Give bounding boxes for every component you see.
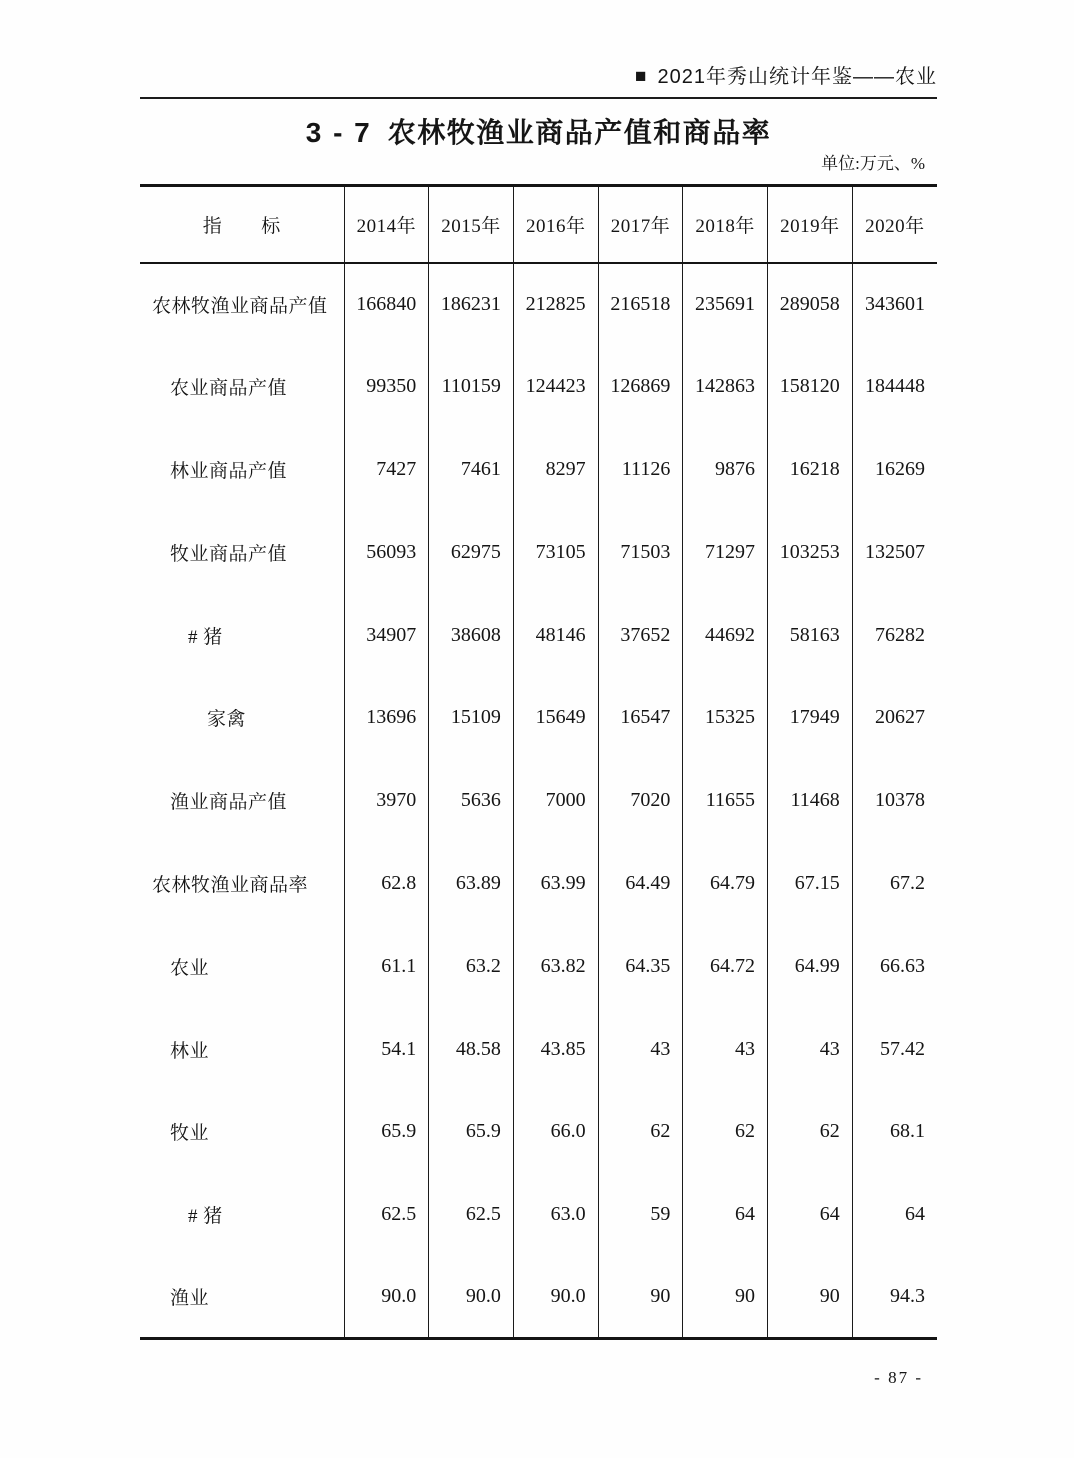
value-cell: 59 [598,1173,683,1256]
value-cell: 3970 [344,759,429,842]
value-cell: 15109 [429,676,514,759]
section-marker-icon: ■ [635,66,648,87]
value-cell: 11655 [683,759,768,842]
value-cell: 64 [852,1173,937,1256]
value-cell: 43 [598,1008,683,1091]
value-cell: 17949 [768,676,853,759]
value-cell: 62 [768,1090,853,1173]
indicator-cell: 农林牧渔业商品率 [152,874,309,896]
value-cell: 43 [768,1008,853,1091]
value-cell: 63.89 [429,842,514,925]
page-content [140,0,937,1388]
value-cell: 13696 [344,676,429,759]
value-cell: 64.49 [598,842,683,925]
page-number: - 87 - [874,1368,923,1388]
value-cell: 126869 [598,345,683,428]
value-cell: 62 [683,1090,768,1173]
value-cell: 16547 [598,676,683,759]
value-cell: 5636 [429,759,514,842]
value-cell: 90.0 [429,1256,514,1339]
value-cell: 65.9 [429,1090,514,1173]
value-cell: 110159 [429,345,514,428]
value-cell: 64.35 [598,925,683,1008]
value-cell: 48146 [513,594,598,677]
indicator-cell: 农业商品产值 [170,378,288,400]
value-cell: 37652 [598,594,683,677]
value-cell: 9876 [683,428,768,511]
year-header-cell: 2020年 [852,186,937,263]
table-row [140,925,937,1008]
value-cell: 7461 [429,428,514,511]
value-cell: 64 [683,1173,768,1256]
value-cell: 186231 [429,263,514,346]
table-row [140,759,937,842]
value-cell: 62.5 [344,1173,429,1256]
indicator-cell: 农业 [170,957,210,979]
value-cell: 99350 [344,345,429,428]
indicator-cell: 家禽 [207,709,247,731]
value-cell: 43.85 [513,1008,598,1091]
table-row [140,594,937,677]
value-cell: 67.2 [852,842,937,925]
table-body [140,263,937,1339]
value-cell: 62.8 [344,842,429,925]
value-cell: 132507 [852,511,937,594]
year-header-cell: 2017年 [598,186,683,263]
year-header-cell: 2014年 [344,186,429,263]
value-cell: 90 [598,1256,683,1339]
value-cell: 62.5 [429,1173,514,1256]
value-cell: 90.0 [344,1256,429,1339]
value-cell: 158120 [768,345,853,428]
value-cell: 73105 [513,511,598,594]
table-row [140,1173,937,1256]
indicator-cell: 林业 [170,1040,210,1062]
page-footer [140,1368,937,1388]
page-header [140,0,937,99]
value-cell: 124423 [513,345,598,428]
value-cell: 64 [768,1173,853,1256]
value-cell: 343601 [852,263,937,346]
value-cell: 11468 [768,759,853,842]
value-cell: 63.82 [513,925,598,1008]
indicator-cell: 农林牧渔业商品产值 [152,295,328,317]
indicator-cell: 牧业 [170,1123,210,1145]
value-cell: 90.0 [513,1256,598,1339]
value-cell: 16218 [768,428,853,511]
value-cell: 184448 [852,345,937,428]
value-cell: 62975 [429,511,514,594]
value-cell: 7000 [513,759,598,842]
value-cell: 66.0 [513,1090,598,1173]
value-cell: 63.0 [513,1173,598,1256]
value-cell: 64.79 [683,842,768,925]
value-cell: 56093 [344,511,429,594]
table-head [140,186,937,263]
value-cell: 62 [598,1090,683,1173]
value-cell: 15649 [513,676,598,759]
value-cell: 90 [683,1256,768,1339]
year-header-cell: 2018年 [683,186,768,263]
value-cell: 64.99 [768,925,853,1008]
value-cell: 90 [768,1256,853,1339]
value-cell: 10378 [852,759,937,842]
value-cell: 15325 [683,676,768,759]
value-cell: 94.3 [852,1256,937,1339]
table-row [140,263,937,346]
table-row [140,1008,937,1091]
value-cell: 216518 [598,263,683,346]
value-cell: 66.63 [852,925,937,1008]
table-title-text: 农林牧渔业商品产值和商品率 [387,117,772,148]
indicator-cell: 林业商品产值 [170,460,288,482]
value-cell: 142863 [683,345,768,428]
value-cell: 38608 [429,594,514,677]
page-header-text: 2021年秀山统计年鉴——农业 [657,66,937,88]
value-cell: 8297 [513,428,598,511]
table-row [140,345,937,428]
value-cell: 166840 [344,263,429,346]
table-row [140,1256,937,1339]
value-cell: 63.2 [429,925,514,1008]
indicator-cell: 牧业商品产值 [170,543,288,565]
table-row [140,842,937,925]
value-cell: 43 [683,1008,768,1091]
value-cell: 64.72 [683,925,768,1008]
table-row [140,1090,937,1173]
value-cell: 34907 [344,594,429,677]
value-cell: 63.99 [513,842,598,925]
unit-note: 单位:万元、% [821,154,925,173]
page-title [140,115,937,151]
value-cell: 71297 [683,511,768,594]
value-cell: 54.1 [344,1008,429,1091]
indicator-cell: 渔业商品产值 [170,792,288,814]
value-cell: 71503 [598,511,683,594]
value-cell: 68.1 [852,1090,937,1173]
value-cell: 44692 [683,594,768,677]
value-cell: 67.15 [768,842,853,925]
value-cell: 65.9 [344,1090,429,1173]
value-cell: 235691 [683,263,768,346]
table-number: 3 - 7 [305,117,372,148]
value-cell: 58163 [768,594,853,677]
indicator-cell: # 猪 [188,1206,223,1228]
table-row [140,511,937,594]
value-cell: 76282 [852,594,937,677]
year-header-cell: 2015年 [429,186,514,263]
indicator-cell: # 猪 [188,626,223,648]
header-row [140,186,937,263]
value-cell: 16269 [852,428,937,511]
indicator-cell: 渔业 [170,1288,210,1310]
value-cell: 212825 [513,263,598,346]
value-cell: 11126 [598,428,683,511]
year-header-cell: 2019年 [768,186,853,263]
value-cell: 57.42 [852,1008,937,1091]
value-cell: 103253 [768,511,853,594]
value-cell: 20627 [852,676,937,759]
value-cell: 289058 [768,263,853,346]
table-row [140,676,937,759]
value-cell: 7427 [344,428,429,511]
value-cell: 48.58 [429,1008,514,1091]
indicator-header-cell: 指 标 [140,186,344,263]
value-cell: 7020 [598,759,683,842]
value-cell: 61.1 [344,925,429,1008]
table-row [140,428,937,511]
commodity-output-table [140,184,937,1340]
year-header-cell: 2016年 [513,186,598,263]
